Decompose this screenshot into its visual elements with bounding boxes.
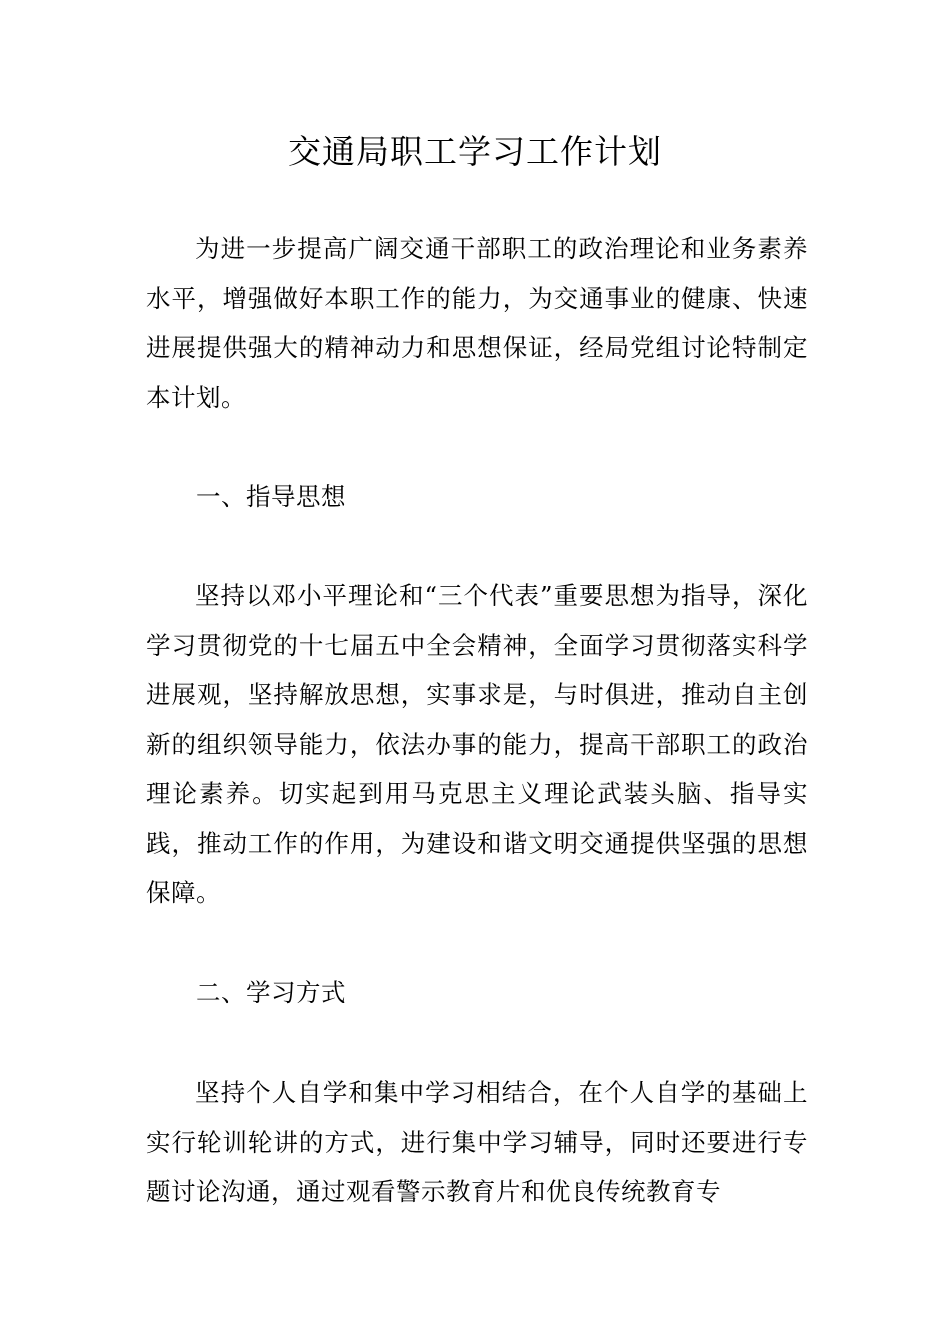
document-title: 交通局职工学习工作计划: [288, 132, 662, 171]
section-body-guiding-thought: 坚持以邓小平理论和“三个代表”重要思想为指导，深化学习贯彻党的十七届五中全会精神，全面学习贯彻落实科学进展观，坚持解放思想，实事求是，与时俱进，推动自主创新的组织领导能力，依法办事的能力，提高干部职工的政治理论素养。切实起到用马克思主义理论武装头脑、指导实践，推动工作的作用，为建设和谐文明交通提供坚强的思想保障。: [146, 581, 808, 907]
intro-paragraph: 为进一步提高广阔交通干部职工的政治理论和业务素养水平，增强做好本职工作的能力，为交通事业的健康、快速进展提供强大的精神动力和思想保证，经局党组讨论特制定本计划。: [146, 234, 808, 412]
section-body-study-method: 坚持个人自学和集中学习相结合，在个人自学的基础上实行轮训轮讲的方式，进行集中学习辅导，同时还要进行专题讨论沟通，通过观看警示教育片和优良传统教育专: [146, 1078, 808, 1206]
section-heading-study-method: 二、学习方式: [196, 978, 346, 1007]
section-heading-guiding-thought: 一、指导思想: [196, 482, 346, 511]
